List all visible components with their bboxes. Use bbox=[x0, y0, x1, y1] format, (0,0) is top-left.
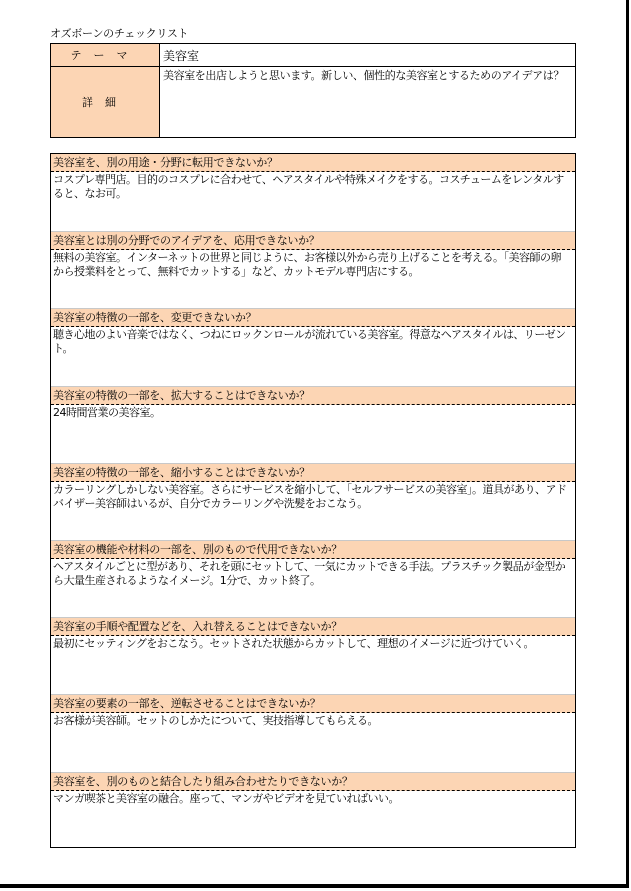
document-title: オズボーンのチェックリスト bbox=[50, 27, 189, 40]
theme-table bbox=[50, 43, 576, 138]
checklist-item bbox=[51, 540, 575, 617]
checklist-item bbox=[51, 231, 575, 308]
checklist-item bbox=[51, 772, 575, 849]
theme-value[interactable]: 美容室 bbox=[160, 44, 576, 67]
checklist-answer[interactable]: カラーリングしかしない美容室。さらにサービスを縮小して、「セルフサービスの美容室」。道具があり、アドバイザー美容師はいるが、自分でカラーリングや洗髪をおこなう。 bbox=[53, 482, 567, 510]
checklist-answer[interactable]: 最初にセッティングをおこなう。セットされた状態からカットして、理想のイメージに近づけていく。 bbox=[53, 637, 535, 651]
checklist-question: 美容室を、別の用途・分野に転用できないか？ bbox=[51, 154, 575, 172]
checklist-question: 美容室の手順や配置などを、入れ替えることはできないか？ bbox=[51, 617, 575, 636]
checklist-answer[interactable]: コスプレ専門店。目的のコスプレに合わせて、ヘアスタイルや特殊メイクをする。コスチュームをレンタルすると、なお可。 bbox=[53, 173, 564, 200]
checklist-question: 美容室とは別の分野でのアイデアを、応用できないか？ bbox=[51, 231, 575, 250]
checklist-answer[interactable]: 24時間営業の美容室。 bbox=[53, 405, 161, 419]
checklist-item bbox=[51, 694, 575, 771]
checklist-answer[interactable]: ヘアスタイルごとに型があり、それを頭にセットして、一気にカットできる手法。プラスチック製品が金型から大量生産されるようなイメージ。1分で、カット終了。 bbox=[53, 559, 566, 587]
checklist-question: 美容室の特徴の一部を、変更できないか？ bbox=[51, 308, 575, 327]
checklist-question: 美容室の機能や材料の一部を、別のもので代用できないか？ bbox=[51, 540, 575, 559]
checklist-answer[interactable]: お客様が美容師。セットのしかたについて、実技指導してもらえる。 bbox=[53, 714, 379, 728]
detail-row bbox=[51, 67, 576, 138]
detail-value[interactable]: 美容室を出店しようと思います。新しい、個性的な美容室とするためのアイデアは？ bbox=[160, 67, 576, 138]
theme-row bbox=[51, 44, 576, 67]
checklist-answer[interactable]: 聴き心地のよい音楽ではなく、つねにロックンロールが流れている美容室。得意なヘアスタイルは、リーゼント。 bbox=[53, 328, 566, 356]
checklist bbox=[50, 153, 576, 848]
checklist-answer[interactable]: 無料の美容室。インターネットの世界と同じように、お客様以外から売り上げることを考える。「美容師の卵から授業料をとって、無料でカットする」など、カットモデル専門店にする。 bbox=[53, 251, 562, 279]
checklist-answer[interactable]: マンガ喫茶と美容室の融合。座って、マンガやビデオを見ていればいい。 bbox=[53, 791, 400, 805]
checklist-question: 美容室の要素の一部を、逆転させることはできないか？ bbox=[51, 694, 575, 713]
detail-label: 詳細 bbox=[51, 67, 160, 138]
checklist-item bbox=[51, 617, 575, 694]
checklist-item bbox=[51, 463, 575, 540]
checklist-item bbox=[51, 154, 575, 231]
checklist-question: 美容室の特徴の一部を、拡大することはできないか？ bbox=[51, 386, 575, 405]
checklist-item bbox=[51, 386, 575, 463]
checklist-question: 美容室を、別のものと結合したり組み合わせたりできないか？ bbox=[51, 772, 575, 791]
checklist-item bbox=[51, 308, 575, 385]
theme-label: テーマ bbox=[51, 44, 160, 67]
checklist-question: 美容室の特徴の一部を、縮小することはできないか？ bbox=[51, 463, 575, 482]
